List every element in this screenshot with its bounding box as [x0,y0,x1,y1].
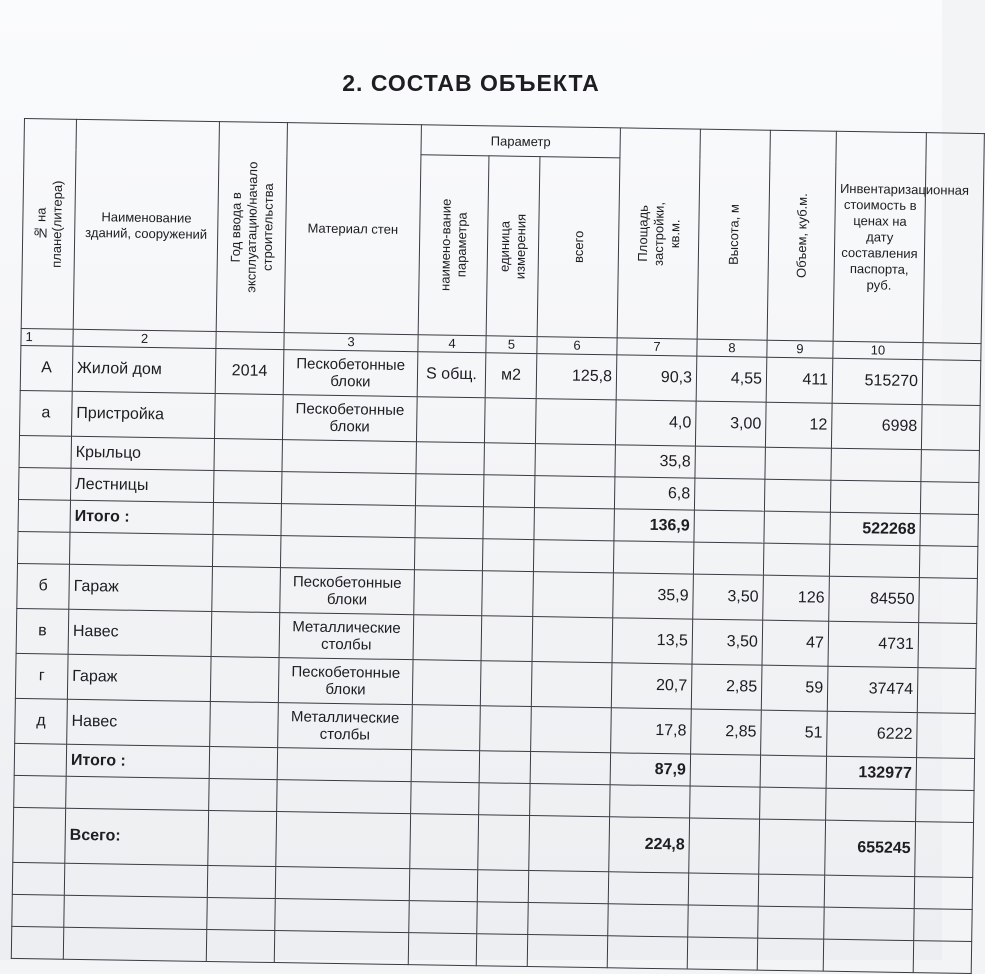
cell-material [281,504,415,538]
cell-cost: 655245 [825,820,916,876]
cell-extra [916,790,974,823]
cell-cost: 515270 [832,358,923,404]
cell-extra [918,623,977,669]
cell-height: 3,50 [692,619,763,665]
cell-param-name [412,660,481,706]
col-header-total: всего [537,157,620,338]
cell-material: Пескобетонные блоки [278,658,413,705]
cell-name: Итого : [66,744,209,778]
cell-volume [765,447,831,480]
cell-area [607,936,687,969]
cell-height [687,937,757,970]
cell-unit [478,815,530,871]
cell-year [209,778,277,811]
cell-cost: 4731 [828,621,919,667]
cell-name: Крыльцо [71,436,214,470]
cell-cost [826,788,916,821]
cell-material: Металлические столбы [279,613,414,660]
col-header-material: Материал стен [284,123,421,335]
cell-year [212,535,280,568]
cell-year [214,439,282,472]
cell-height [689,818,760,874]
cell-area [613,541,693,574]
cell-param-name [410,814,479,870]
cell-cost [823,939,913,972]
cell-lit: г [15,653,68,699]
cell-volume [763,543,829,576]
cell-volume [764,511,830,544]
cell-unit [484,443,535,476]
cell-area [608,872,688,905]
cell-cost: 6998 [831,403,922,449]
cell-area [610,785,690,818]
cell-year [213,471,281,504]
cell-lit [13,807,66,863]
cell-area: 13,5 [612,618,693,664]
cell-extra [916,758,974,791]
cell-area: 35,9 [613,573,694,619]
cell-lit [12,894,64,927]
cell-param-name [409,901,477,934]
cell-cost [831,448,921,481]
cell-height: 2,85 [691,664,762,710]
col-header-param-name: наимено-вание параметра [418,155,489,336]
cell-unit [482,571,534,617]
cell-total [530,784,611,817]
cell-name: Навес [68,609,212,656]
cell-total [535,399,616,445]
cell-total [531,662,612,708]
cell-name: Навес [67,699,211,746]
cell-material: Пескобетонные блоки [280,568,415,615]
col-header-extra [923,133,984,344]
cell-unit [479,751,530,784]
cell-extra [915,822,974,878]
cell-total [528,903,609,936]
cell-unit [483,507,534,540]
cell-material: Пескобетонные блоки [283,350,418,397]
cell-extra [921,450,979,483]
cell-height [690,754,760,787]
cell-area: 136,9 [614,509,694,542]
cell-area: 17,8 [611,708,692,754]
cell-volume [758,874,824,907]
cell-height [688,905,758,938]
cell-param-name [412,705,481,751]
cell-area: 20,7 [611,663,692,709]
col-header-cost: Инвентаризационная стоимость в ценах на дату составления паспорта, руб. [833,131,926,342]
cell-extra [917,713,976,759]
cell-name [64,863,207,897]
cell-material [277,748,411,782]
col-header-unit: единица измерения [486,156,540,337]
cell-year [208,810,277,866]
cell-cost: 132977 [826,756,916,789]
cell-unit [482,539,533,572]
cell-param-name [411,750,479,783]
cell-year [209,746,277,779]
cell-year [211,612,280,658]
page-title: 2. СОСТАВ ОБЪЕКТА [342,70,600,96]
cell-material: Металлические столбы [278,703,413,750]
cell-name: Всего: [65,808,209,865]
cell-unit [479,783,530,816]
cell-param-name [415,474,483,507]
cell-unit: м2 [485,353,537,399]
cell-area: 87,9 [610,753,690,786]
cell-area: 35,8 [615,445,695,478]
cell-extra [921,405,980,451]
cell-volume [760,755,826,788]
col-header-name: Наименование зданий, сооружений [73,119,219,331]
cell-extra [914,877,972,910]
cell-name: Лестницы [71,468,214,502]
cell-unit [480,706,532,752]
cell-extra [914,909,972,942]
cell-material [275,867,409,901]
cell-lit [14,743,66,776]
cell-volume [758,906,824,939]
cell-height: 2,85 [691,709,762,755]
cell-volume: 47 [762,620,829,666]
cell-param-name [408,933,476,966]
cell-total [535,444,616,477]
cell-cost [829,544,919,577]
cell-total [528,871,609,904]
cell-cost: 37474 [827,666,918,712]
cell-extra [917,668,976,714]
cell-unit [476,934,527,967]
cell-height [688,873,758,906]
cell-cost [824,907,914,940]
cell-year [207,865,275,898]
cell-unit [483,475,534,508]
cell-param-name [415,506,483,539]
cell-lit: б [17,563,70,609]
cell-volume [764,479,830,512]
cell-lit: в [16,608,69,654]
cell-extra [919,578,978,624]
cell-material [274,931,408,965]
cell-year [212,567,281,613]
cell-param-name [409,869,477,902]
cell-total [527,935,608,968]
cell-height [695,446,765,479]
cell-lit [12,862,64,895]
cell-name [69,532,212,566]
cell-cost [830,480,920,513]
cell-total [533,540,614,573]
cell-param-name [411,782,479,815]
cell-total [533,572,614,618]
cell-height [693,542,763,575]
cell-name: Итого : [70,500,213,534]
cell-material [277,780,411,814]
cell-height: 3,50 [693,574,764,620]
table-body [11,345,981,973]
cell-material: Пескобетонные блоки [282,395,417,442]
cell-height: 3,00 [695,401,766,447]
cell-unit [477,870,528,903]
cell-year [207,897,275,930]
cell-area: 6,8 [614,477,694,510]
col-header-height: Высота, м [697,129,770,340]
cell-unit [477,902,528,935]
cell-extra [922,360,981,406]
cell-name: Пристройка [72,391,216,438]
cell-total: 125,8 [536,354,617,400]
col-header-parameter-group: Параметр [421,125,620,158]
cell-volume: 51 [761,710,828,756]
cell-area: 4,0 [615,400,696,446]
cell-year [210,701,279,747]
cell-cost: 522268 [830,512,920,545]
col-header-plan-no: № на плане(литера) [21,119,76,330]
cell-lit [18,531,70,564]
col-header-volume: Объем, куб.м. [767,130,836,341]
cell-param-name [413,615,482,661]
cell-material [276,812,411,869]
cell-volume [757,938,823,971]
cell-total [529,816,610,872]
cell-year [206,929,274,962]
cell-volume [760,787,826,820]
cell-total [530,752,611,785]
col-header-year: Год ввода в эксплуатацию/начало строительства [216,122,287,333]
cell-total [532,617,613,663]
cell-height [690,786,760,819]
cell-lit: А [20,345,73,391]
cell-total [531,707,612,753]
object-composition-table [11,118,985,974]
cell-volume: 411 [766,357,833,403]
cell-cost: 84550 [829,576,920,622]
cell-extra [919,546,977,579]
cell-material [275,899,409,933]
cell-material [280,536,414,570]
cell-area: 90,3 [616,355,697,401]
cell-name [63,927,206,961]
cell-param-name [414,538,482,571]
cell-height: 4,55 [696,356,767,402]
cell-extra [920,482,978,515]
cell-param-name [414,570,483,616]
cell-volume: 12 [765,402,832,448]
cell-cost: 6222 [827,711,918,757]
cell-height [694,478,764,511]
cell-total [534,476,615,509]
cell-year [214,394,283,440]
cell-area [608,904,688,937]
cell-lit [18,499,70,532]
cell-lit [14,775,66,808]
cell-name [64,895,207,929]
cell-total [534,508,615,541]
cell-lit: а [20,390,73,436]
cell-name [66,776,209,810]
cell-name: Жилой дом [72,346,216,393]
cell-height [694,510,764,543]
cell-unit [484,398,536,444]
cell-param-name [416,397,485,443]
col-header-area: Площадь застройки, кв.м. [617,128,700,339]
cell-volume [759,819,826,875]
cell-lit [19,467,71,500]
cell-material [282,440,416,474]
cell-material [281,472,415,506]
cell-lit [11,926,63,959]
cell-name: Гараж [67,654,211,701]
cell-name: Гараж [69,564,213,611]
cell-lit: д [15,698,68,744]
cell-area: 224,8 [609,817,690,873]
cell-unit [480,661,532,707]
column-numbers-row: 1 2 3 4 5 6 7 8 9 10 [21,328,981,360]
cell-lit [19,435,71,468]
cell-param-name: S общ. [417,352,486,398]
cell-param-name [416,442,484,475]
cell-volume: 59 [761,665,828,711]
cell-cost [824,875,914,908]
cell-year: 2014 [215,349,284,395]
cell-volume: 126 [763,575,830,621]
cell-year [213,503,281,536]
cell-unit [481,616,533,662]
cell-extra [920,514,978,547]
cell-year [210,657,279,703]
cell-extra [913,941,971,974]
